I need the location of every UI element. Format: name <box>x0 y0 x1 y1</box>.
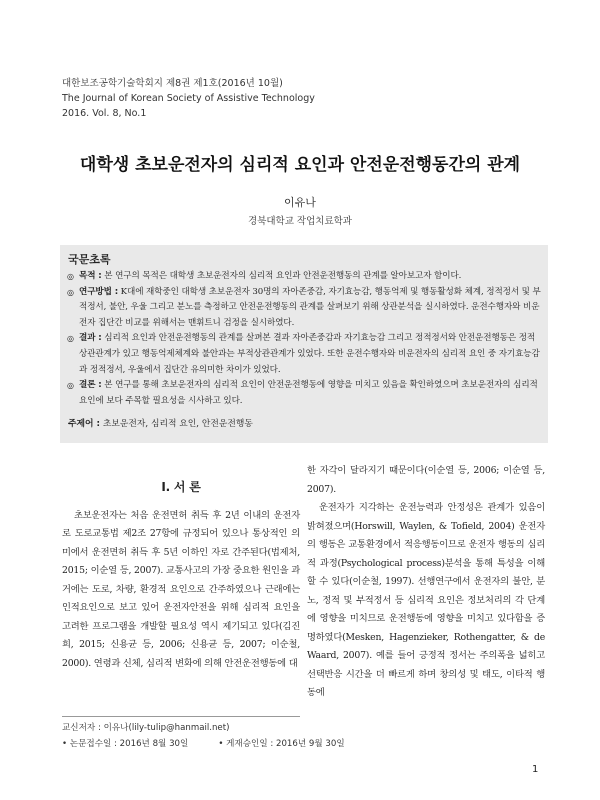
abstract-text: 심리적 요인과 안전운전행동의 관계를 살펴본 결과 자아존중감과 자기효능감 그리고 정적정서와 안전운전행동은 정적상관관계가 있고 행동억제체계와 불안과는 부적상관관계가 있었다. 또한 운전수행자와 비운전자의 심리적 요인 중 자기효능감과 정적정서, 우울에서 집단간 유의미한 차이가 있었다. <box>79 333 540 375</box>
abstract-item-conclusion <box>67 378 543 409</box>
circle-bullet-icon: ◎ <box>67 381 74 391</box>
circle-bullet-icon: ◎ <box>67 334 74 344</box>
accepted-date: • 게재승인일 : 2016년 9월 30일 <box>218 739 345 749</box>
abstract-item-method <box>67 285 543 332</box>
author-affiliation: 경북대학교 작업치료학과 <box>248 216 352 227</box>
journal-name-english: The Journal of Korean Society of Assistive Technology <box>62 93 315 104</box>
abstract-label: 연구방법 : <box>79 286 119 297</box>
abstract-heading: 국문초록 <box>68 253 111 266</box>
paper-title: 대학생 초보운전자의 심리적 요인과 안전운전행동간의 관계 <box>79 155 521 175</box>
abstract-text: 본 연구의 목적은 대학생 초보운전자의 심리적 요인과 안전운전행동의 관계를 알아보고자 함이다. <box>101 271 462 281</box>
received-date: • 논문접수일 : 2016년 8월 30일 <box>62 739 189 749</box>
footnote-divider <box>62 716 300 717</box>
journal-header <box>62 76 315 121</box>
keywords <box>68 416 253 429</box>
journal-volume: 2016. Vol. 8, No.1 <box>62 108 147 119</box>
author-name: 이유나 <box>284 196 316 209</box>
page-number: 1 <box>532 764 539 775</box>
keywords-text: 초보운전자, 심리적 요인, 안전운전행동 <box>100 419 253 429</box>
abstract-text: K대에 재학중인 대학생 초보운전자 30명의 자아존중감, 자기효능감, 행동억제 및 행동활성화 체계, 정적정서 및 부적정서, 불안, 우울 그리고 분노를 측정하고 안전운전행동의 관계를 살펴보기 위해 상관분석을 실시하였다. 운전수행자와 비운전자 집단간 비교를 위해서는 맨휘트니 검정을 실시하였다. <box>79 286 541 328</box>
abstract-label: 결과 : <box>79 333 102 344</box>
abstract-list <box>67 269 543 409</box>
circle-bullet-icon: ◎ <box>67 287 74 297</box>
body-paragraph: 한 자각이 달라지기 때문이다(이순열 등, 2006; 이순열 등, 2007). <box>307 465 545 495</box>
body-paragraph: 초보운전자는 처음 운전면허 취득 후 2년 이내의 운전자로 도로교통법 제2조 27항에 규정되어 있으나 통상적인 의미에서 운전면허 취득 후 5년 이하인 자로 간주된다(법제처, 2015; 이순열 등, 2007). 교통사고의 가장 중요한 원인을 과거에는 도로, 차량, 환경적 요인으로 간주하였으나 근래에는 인적요인으로 보고 있어 운전자안전을 위해 심리적 요인을 고려한 프로그램을 개발할 필요성 역시 제기되고 있다(김진희, 2015; 신용균 등, 2006; 신용균 등, 2007; 이순철, 2000). 연령과 신체, 심리적 변화에 의해 안전운전행동에 대 <box>62 509 300 669</box>
body-column-right <box>307 462 545 703</box>
abstract-box <box>60 245 548 443</box>
corresponding-author: 교신저자 : 이유나(lily-tulip@hanmail.net) <box>62 723 230 733</box>
abstract-item-results <box>67 331 543 378</box>
abstract-label: 목적 : <box>79 271 102 281</box>
abstract-item-purpose <box>67 269 543 285</box>
journal-name-korean: 대한보조공학기술학회지 제8권 제1호(2016년 10월) <box>62 78 283 89</box>
circle-bullet-icon: ◎ <box>67 272 74 281</box>
footnote <box>62 720 345 752</box>
section-heading-introduction: I. 서 론 <box>161 480 201 494</box>
abstract-text: 본 연구를 통해 초보운전자의 심리적 요인이 안전운전행동에 영향을 미치고 있음을 확인하였으며 초보운전자의 심리적 요인에 보다 주목할 필요성을 시사하고 있다. <box>79 380 538 406</box>
keywords-label: 주제어 : <box>68 419 101 429</box>
body-column-left <box>62 465 300 673</box>
body-paragraph: 운전자가 지각하는 운전능력과 안정성은 관계가 있음이 밝혀졌으며(Horswill, Waylen, & Tofield, 2004) 운전자의 행동은 교통환경에서 적응행동이므로 운전자 행동의 심리적 과정(Psychological process)분석을 통해 특성을 이해할 수 있다(이순철, 1997). 선행연구에서 운전자의 불안, 분노, 정적 및 부적정서 등 심리적 요인은 정보처리의 각 단계에 영향을 미치므로 운전행동에 영향을 미치고 있다함을 증명하였다(Mesken, Hagenzieker, Rothengatter, & de Waard, 2007). 예를 들어 긍정적 정서는 주의폭을 넓히고 선택반응 시간을 더 빠르게 하며 창의성 및 태도, 이타적 행동에 <box>307 502 545 698</box>
abstract-label: 결론 : <box>79 380 102 391</box>
